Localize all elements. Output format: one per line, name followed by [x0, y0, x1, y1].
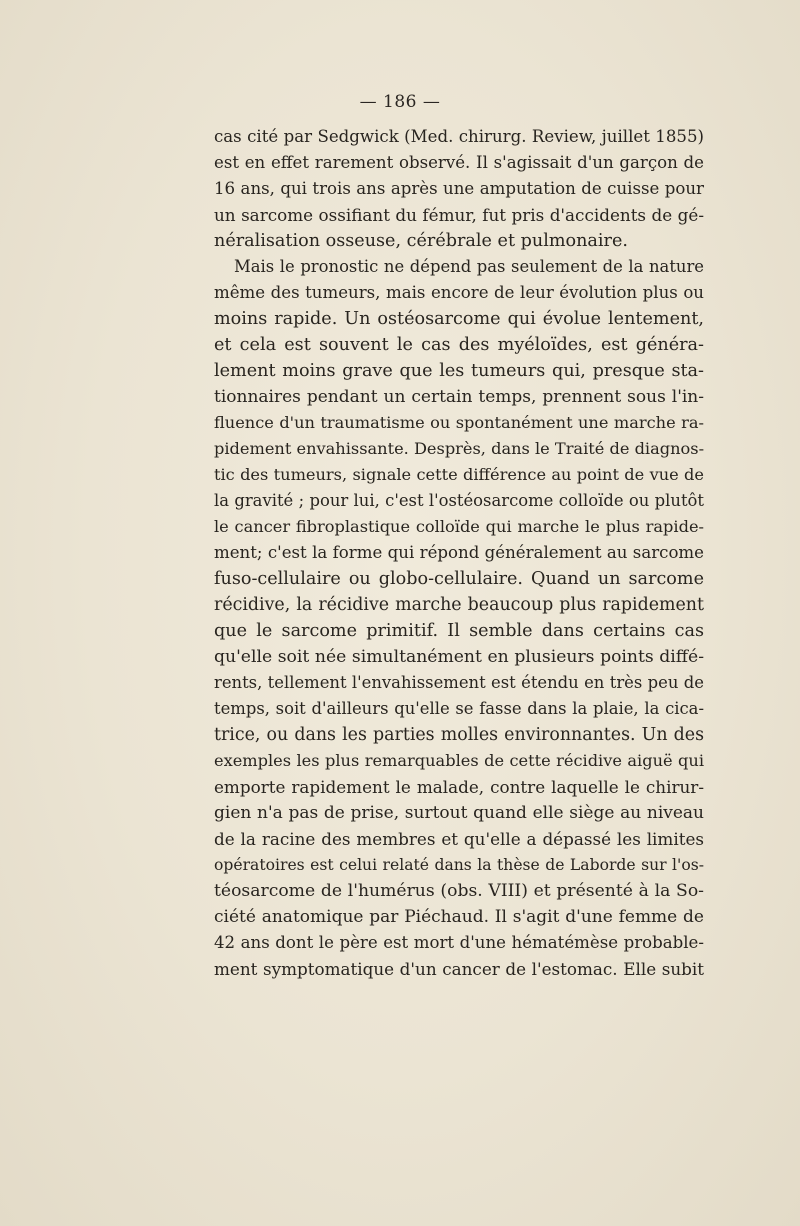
text-line: ciété anatomique par Piéchaud. Il s'agit d'une femme de: [214, 907, 704, 927]
text-line: 16 ans, qui trois ans après une amputation de cuisse pour: [214, 179, 704, 198]
text-line: cas cité par Sedgwick (Med. chirurg. Review, juillet 1855): [214, 127, 704, 146]
text-line: récidive, la récidive marche beaucoup plus rapidement: [214, 595, 704, 615]
body-text: [214, 124, 704, 982]
text-line: 42 ans dont le père est mort d'une hématémèse probable-: [214, 933, 704, 952]
text-line: et cela est souvent le cas des myéloïdes, est généra-: [214, 335, 704, 355]
text-line: téosarcome de l'humérus (obs. VIII) et présenté à la So-: [214, 881, 704, 901]
text-line: néralisation osseuse, cérébrale et pulmonaire.: [214, 231, 628, 251]
text-line: opératoires est celui relaté dans la thèse de Laborde sur l'os-: [214, 856, 704, 874]
text-line: gien n'a pas de prise, surtout quand elle siège au niveau: [214, 803, 704, 823]
text-line: Mais le pronostic ne dépend pas seulement de la nature: [234, 257, 704, 276]
text-line: qu'elle soit née simultanément en plusieurs points diffé-: [214, 647, 704, 667]
text-line: tic des tumeurs, signale cette différence au point de vue de: [214, 465, 704, 484]
text-line: fluence d'un traumatisme ou spontanément une marche ra-: [214, 413, 704, 432]
text-line: le cancer fibroplastique colloïde qui marche le plus rapide-: [214, 517, 704, 536]
page-number: — 186 —: [359, 92, 441, 112]
text-line: fuso-cellulaire ou globo-cellulaire. Quand un sarcome: [214, 569, 704, 589]
text-line: exemples les plus remarquables de cette récidive aiguë qui: [214, 751, 704, 770]
text-line: lement moins grave que les tumeurs qui, presque sta-: [214, 361, 704, 381]
text-line: est en effet rarement observé. Il s'agissait d'un garçon de: [214, 153, 704, 172]
text-line: de la racine des membres et qu'elle a dépassé les limites: [214, 829, 704, 849]
paragraph-2: [214, 254, 704, 982]
text-line: rents, tellement l'envahissement est étendu en très peu de: [214, 673, 704, 692]
text-line: tionnaires pendant un certain temps, prennent sous l'in-: [214, 387, 704, 407]
text-line: pidement envahissante. Desprès, dans le Traité de diagnos-: [214, 439, 705, 458]
text-line: emporte rapidement le malade, contre laquelle le chirur-: [214, 777, 704, 797]
text-line: un sarcome ossifiant du fémur, fut pris d'accidents de gé-: [214, 205, 704, 225]
text-line: la gravité ; pour lui, c'est l'ostéosarcome colloïde ou plutôt: [214, 491, 704, 510]
text-line: même des tumeurs, mais encore de leur évolution plus ou: [214, 283, 704, 302]
text-line: ment symptomatique d'un cancer de l'estomac. Elle subit: [214, 959, 704, 979]
paragraph-1: [214, 124, 704, 254]
text-line: moins rapide. Un ostéosarcome qui évolue lentement,: [214, 309, 704, 329]
text-line: temps, soit d'ailleurs qu'elle se fasse dans la plaie, la cica-: [214, 699, 704, 718]
text-line: ment; c'est la forme qui répond généralement au sarcome: [214, 543, 704, 562]
text-line: trice, ou dans les parties molles environnantes. Un des: [214, 725, 704, 745]
text-line: que le sarcome primitif. Il semble dans certains cas: [214, 621, 704, 641]
